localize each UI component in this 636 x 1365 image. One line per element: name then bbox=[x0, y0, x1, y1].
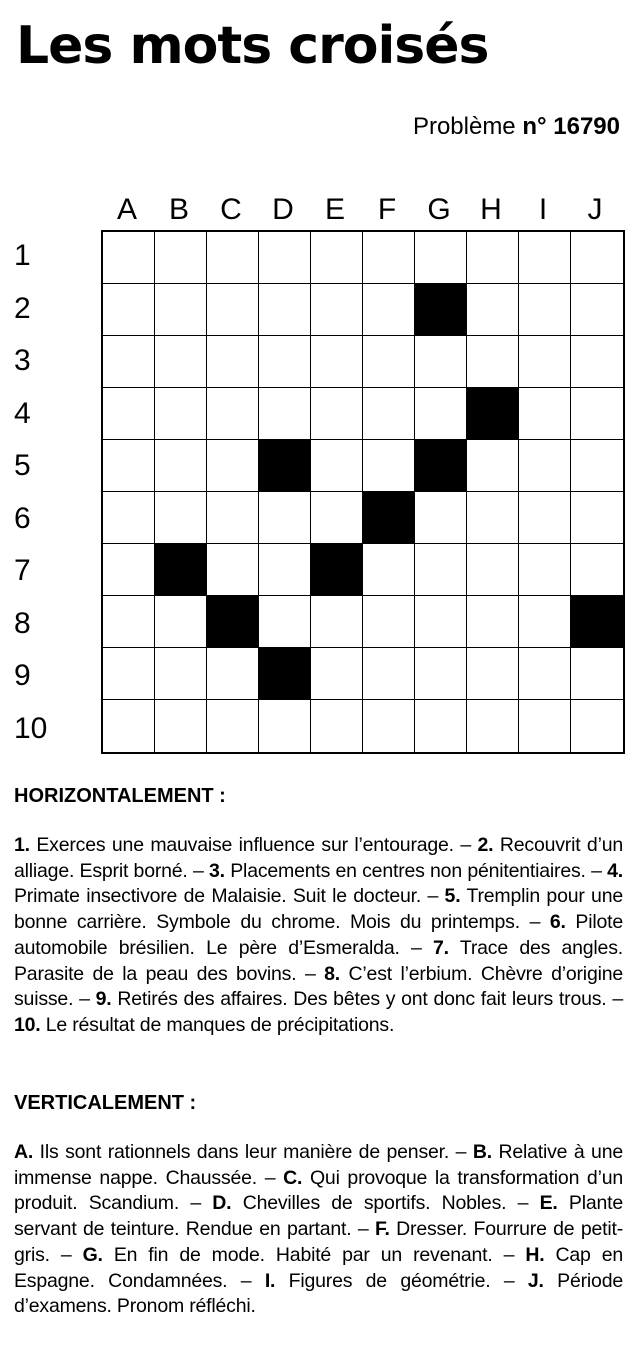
problem-number bbox=[413, 112, 620, 142]
grid-cell[interactable] bbox=[363, 388, 415, 440]
grid-cell[interactable] bbox=[415, 596, 467, 648]
black-cell bbox=[259, 440, 311, 492]
grid-cell[interactable] bbox=[415, 492, 467, 544]
grid-cell[interactable] bbox=[311, 648, 363, 700]
grid-cell[interactable] bbox=[155, 492, 207, 544]
grid-cell[interactable] bbox=[311, 492, 363, 544]
grid-cell[interactable] bbox=[155, 440, 207, 492]
clue-label: 3. bbox=[209, 859, 225, 882]
clue-text: Retirés des affaires. Des bêtes y ont donc fait leurs trous. bbox=[117, 988, 607, 1011]
grid-cell[interactable] bbox=[571, 492, 623, 544]
grid-cell[interactable] bbox=[571, 388, 623, 440]
grid-cell[interactable] bbox=[259, 596, 311, 648]
grid-cell[interactable] bbox=[103, 284, 155, 336]
black-cell bbox=[415, 284, 467, 336]
clue-text: Dresser. Fourrure de petit-gris. bbox=[14, 1218, 623, 1266]
grid-cell[interactable] bbox=[467, 492, 519, 544]
column-label: G bbox=[427, 193, 451, 226]
grid-cell[interactable] bbox=[415, 700, 467, 752]
clue-label: D. bbox=[212, 1192, 232, 1215]
grid-cell[interactable] bbox=[207, 232, 259, 284]
grid-cell[interactable] bbox=[155, 336, 207, 388]
column-label: E bbox=[324, 193, 345, 226]
column-labels bbox=[101, 190, 621, 230]
grid-cell[interactable] bbox=[259, 492, 311, 544]
problem-label: Problème bbox=[412, 113, 516, 140]
clue-label: 4. bbox=[607, 859, 623, 882]
grid-cell[interactable] bbox=[467, 232, 519, 284]
grid-cell[interactable] bbox=[519, 232, 571, 284]
page-title: Les mots croisés bbox=[16, 16, 489, 76]
clue-label: 5. bbox=[444, 885, 461, 908]
grid-cell[interactable] bbox=[363, 544, 415, 596]
grid-cell[interactable] bbox=[415, 544, 467, 596]
clue-label: C. bbox=[283, 1166, 303, 1189]
row-label: 1 bbox=[14, 239, 31, 272]
black-cell bbox=[155, 544, 207, 596]
grid-cell[interactable] bbox=[259, 284, 311, 336]
clue-text: Cap en Espagne. Condamnées. bbox=[14, 1243, 623, 1292]
grid-cell[interactable] bbox=[519, 596, 571, 648]
grid-cell[interactable] bbox=[207, 492, 259, 544]
grid-cell[interactable] bbox=[311, 440, 363, 492]
grid-cell[interactable] bbox=[363, 440, 415, 492]
clue-label: 7. bbox=[433, 936, 449, 959]
grid-cell[interactable] bbox=[467, 648, 519, 700]
grid-cell[interactable] bbox=[363, 336, 415, 388]
clue-text: Pilote automobile brésilien. Le père d’Esmeralda. bbox=[14, 911, 623, 959]
row-label: 3 bbox=[14, 344, 31, 377]
column-label: F bbox=[377, 193, 397, 226]
row-label: 2 bbox=[14, 291, 31, 325]
grid-cell[interactable] bbox=[467, 544, 519, 596]
grid-cell[interactable] bbox=[207, 336, 259, 388]
grid-cell[interactable] bbox=[311, 388, 363, 440]
clue-text: Chevilles de sportifs. Nobles. bbox=[242, 1192, 507, 1215]
clue-text: Primate insectivore de Malaisie. Suit le docteur. bbox=[14, 885, 422, 908]
grid-cell[interactable] bbox=[363, 284, 415, 336]
grid-cell[interactable] bbox=[571, 544, 623, 596]
grid-cell[interactable] bbox=[155, 284, 207, 336]
clue-label: 10. bbox=[14, 1013, 41, 1036]
grid-cell[interactable] bbox=[103, 336, 155, 388]
grid-cell[interactable] bbox=[103, 648, 155, 700]
grid-cell[interactable] bbox=[363, 596, 415, 648]
grid-cell[interactable] bbox=[103, 388, 155, 440]
grid-cell[interactable] bbox=[103, 232, 155, 284]
column-label: A bbox=[116, 193, 137, 226]
clue-text: Placements en centres non pénitentiaires. bbox=[230, 859, 586, 882]
grid-cell[interactable] bbox=[155, 700, 207, 752]
clue-label: B. bbox=[472, 1141, 492, 1163]
grid-cell[interactable] bbox=[155, 232, 207, 284]
grid-cell[interactable] bbox=[103, 544, 155, 596]
grid-cell[interactable] bbox=[259, 544, 311, 596]
grid-cell[interactable] bbox=[467, 336, 519, 388]
clue-text: En fin de mode. Habité par un revenant. bbox=[113, 1243, 493, 1266]
grid-cell[interactable] bbox=[571, 648, 623, 700]
grid-cell[interactable] bbox=[519, 648, 571, 700]
grid-cell[interactable] bbox=[571, 284, 623, 336]
clue-text: Le résultat de manques de précipitations. bbox=[45, 1013, 395, 1036]
clue-text: Recouvrit d’un alliage. Esprit borné. bbox=[14, 834, 624, 882]
grid-cell[interactable] bbox=[207, 388, 259, 440]
grid-cell[interactable] bbox=[259, 388, 311, 440]
column-label: J bbox=[587, 193, 603, 226]
row-label: 10 bbox=[14, 711, 48, 745]
grid-cell[interactable] bbox=[467, 284, 519, 336]
grid-cell[interactable] bbox=[519, 336, 571, 388]
row-labels bbox=[14, 230, 74, 755]
black-cell bbox=[207, 596, 259, 648]
black-cell bbox=[259, 648, 311, 700]
vertical-section-title: VERTICALEMENT : bbox=[14, 1092, 197, 1114]
horizontal-clues: 1. Exerces une mauvaise influence sur l’entourage. – 2. Recouvrit d’un alliage. Esprit borné. – 3. Placements en centres non pénitentiaires. – 4. Primate insectivore de Malaisie. Suit le docteur. – 5. Tremplin pour une bonne carrière. Symbole du chrome. Mois du printemps. – 6. Pilote automobile brésilien. Le père d’Esmeralda. – 7. Trace des angles. Parasite de la peau des bovins. – 8. C’est l’erbium. Chèvre d’origine suisse. – 9. Retirés des affaires. Des bêtes y ont donc fait leurs trous. – 10. Le résultat de manques de précipitations. bbox=[14, 834, 624, 1036]
grid-cell[interactable] bbox=[519, 284, 571, 336]
grid-cell[interactable] bbox=[415, 336, 467, 388]
grid-cell[interactable] bbox=[363, 232, 415, 284]
grid-cell[interactable] bbox=[519, 492, 571, 544]
clue-text: Ils sont rationnels dans leur manière de penser. bbox=[39, 1141, 450, 1163]
clue-label: 6. bbox=[549, 911, 566, 934]
grid-cell[interactable] bbox=[311, 284, 363, 336]
clue-text: Trace des angles. Parasite de la peau des bovins. bbox=[14, 936, 623, 985]
row-label: 5 bbox=[14, 449, 31, 482]
vertical-clues: A. Ils sont rationnels dans leur manière de penser. – B. Relative à une immense nappe. Chaussée. – C. Qui provoque la transformation d’un produit. Scandium. – D. Chevilles de sportifs. Nobles. – E. Plante servant de teinture. Rendue en partant. – F. Dresser. Fourrure de petit-gris. – G. En fin de mode. Habité par un revenant. – H. Cap en Espagne. Condamnées. – I. Figures de géométrie. – J. Période d’examens. Pronom réfléchi. bbox=[14, 1141, 623, 1318]
grid-cell[interactable] bbox=[155, 388, 207, 440]
horizontal-section-title: HORIZONTALEMENT : bbox=[14, 785, 226, 807]
clue-label: F. bbox=[374, 1218, 390, 1241]
black-cell bbox=[363, 492, 415, 544]
row-label: 8 bbox=[14, 606, 31, 640]
grid-cell[interactable] bbox=[311, 700, 363, 752]
black-cell bbox=[311, 544, 363, 596]
clue-text: C’est l’erbium. Chèvre d’origine suisse. bbox=[14, 962, 624, 1011]
grid-cell[interactable] bbox=[519, 700, 571, 752]
grid-cell[interactable] bbox=[103, 700, 155, 752]
clue-text: Qui provoque la transformation d’un produit. Scandium. bbox=[14, 1166, 623, 1215]
clue-text: Figures de géométrie. bbox=[288, 1269, 491, 1292]
grid-cell[interactable] bbox=[103, 440, 155, 492]
grid-cell[interactable] bbox=[311, 596, 363, 648]
grid-cell[interactable] bbox=[467, 596, 519, 648]
black-cell bbox=[415, 440, 467, 492]
clue-label: G. bbox=[82, 1243, 103, 1266]
grid-cell[interactable] bbox=[415, 232, 467, 284]
black-cell bbox=[467, 388, 519, 440]
row-label: 6 bbox=[14, 501, 31, 535]
grid-cell[interactable] bbox=[207, 284, 259, 336]
problem-number-value: n° 16790 bbox=[522, 113, 620, 140]
clue-label: 1. bbox=[14, 834, 30, 856]
clue-text: Plante servant de teinture. Rendue en partant. bbox=[14, 1192, 623, 1241]
grid-cell[interactable] bbox=[467, 700, 519, 752]
row-label: 7 bbox=[14, 554, 31, 587]
clue-label: 2. bbox=[477, 834, 494, 856]
clue-label: H. bbox=[525, 1243, 545, 1266]
crossword-grid bbox=[101, 230, 625, 754]
grid-cell[interactable] bbox=[311, 336, 363, 388]
grid-cell[interactable] bbox=[259, 336, 311, 388]
column-label: I bbox=[538, 193, 548, 226]
grid-cell[interactable] bbox=[207, 700, 259, 752]
clue-label: 9. bbox=[95, 988, 112, 1011]
grid-cell[interactable] bbox=[259, 700, 311, 752]
grid-cell[interactable] bbox=[519, 388, 571, 440]
grid-cell[interactable] bbox=[571, 232, 623, 284]
column-label: B bbox=[168, 193, 189, 226]
grid-cell[interactable] bbox=[519, 544, 571, 596]
row-label: 9 bbox=[14, 659, 31, 692]
clue-text: Exerces une mauvaise influence sur l’entourage. bbox=[36, 834, 454, 856]
row-label: 4 bbox=[14, 396, 31, 430]
clue-label: A. bbox=[14, 1141, 34, 1163]
black-cell bbox=[571, 596, 623, 648]
clue-label: J. bbox=[527, 1269, 544, 1292]
column-label: C bbox=[220, 193, 242, 226]
grid-cell[interactable] bbox=[155, 648, 207, 700]
grid-cell[interactable] bbox=[571, 336, 623, 388]
column-label: H bbox=[480, 193, 502, 226]
grid-cell[interactable] bbox=[519, 440, 571, 492]
grid-cell[interactable] bbox=[363, 648, 415, 700]
grid-cell[interactable] bbox=[415, 388, 467, 440]
clue-text: Période d’examens. Pronom réfléchi. bbox=[14, 1269, 623, 1318]
grid-cell[interactable] bbox=[311, 232, 363, 284]
grid-cell[interactable] bbox=[207, 544, 259, 596]
grid-cell[interactable] bbox=[467, 440, 519, 492]
clue-label: I. bbox=[264, 1269, 276, 1292]
grid-cell[interactable] bbox=[103, 596, 155, 648]
grid-cell[interactable] bbox=[155, 596, 207, 648]
grid-cell[interactable] bbox=[415, 648, 467, 700]
grid-cell[interactable] bbox=[207, 440, 259, 492]
clue-text: Tremplin pour une bonne carrière. Symbole du chrome. Mois du printemps. bbox=[14, 885, 623, 934]
grid-cell[interactable] bbox=[259, 232, 311, 284]
grid-cell[interactable] bbox=[103, 492, 155, 544]
grid-cell[interactable] bbox=[363, 700, 415, 752]
clue-text: Relative à une immense nappe. Chaussée. bbox=[14, 1141, 623, 1189]
clue-label: 8. bbox=[324, 962, 341, 985]
column-label: D bbox=[272, 193, 294, 226]
grid-cell[interactable] bbox=[571, 700, 623, 752]
clue-label: E. bbox=[539, 1192, 558, 1215]
grid-cell[interactable] bbox=[571, 440, 623, 492]
grid-cell[interactable] bbox=[207, 648, 259, 700]
